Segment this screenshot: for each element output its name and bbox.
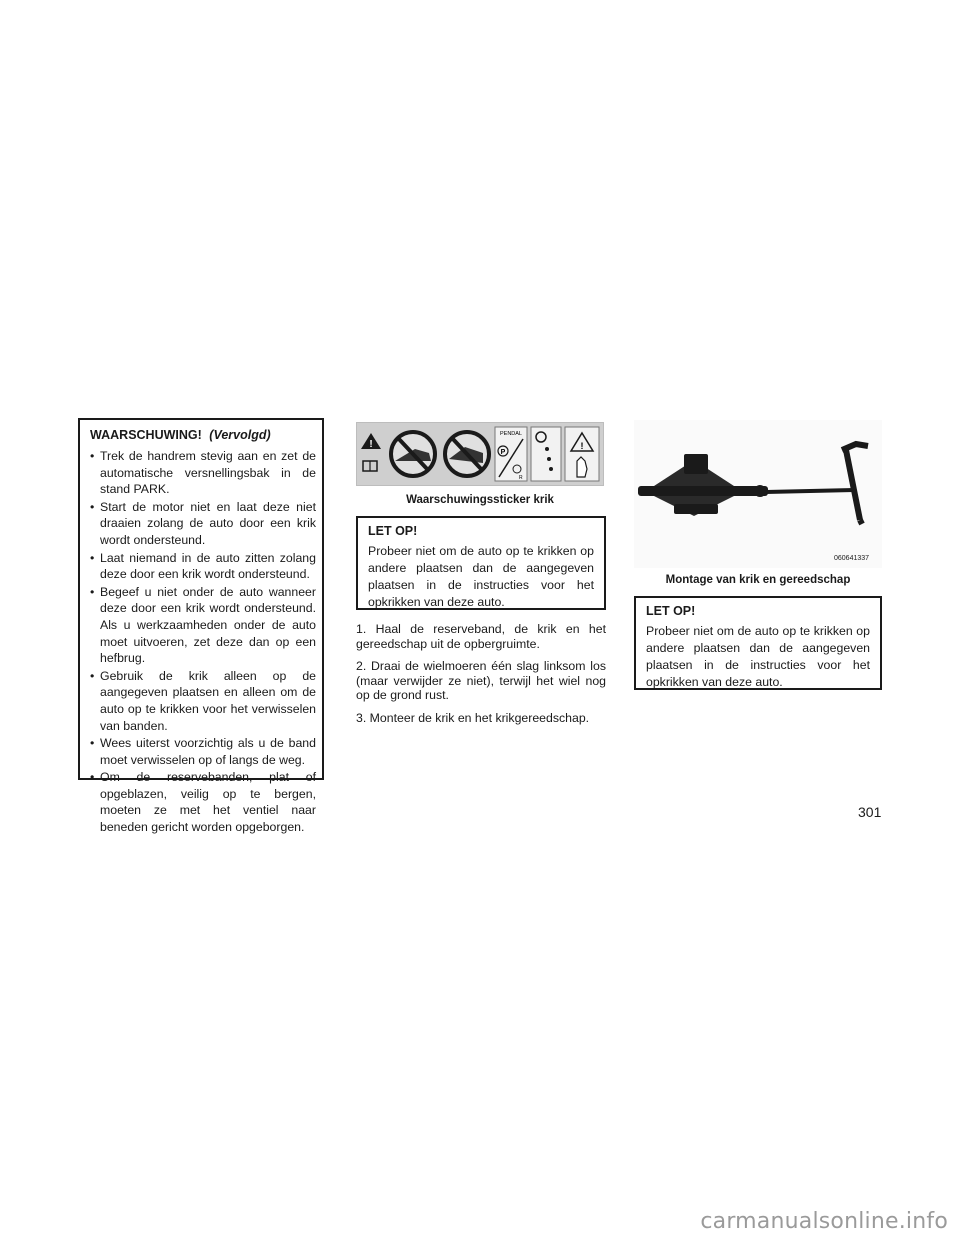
caution-title: LET OP! <box>646 604 696 618</box>
jack-warning-sticker <box>356 422 604 486</box>
image-code: 060641337 <box>834 555 870 562</box>
warning-item: • Om de reservebanden, plat of opgeblazen, veilig op te bergen, moeten ze met het ventiel naar beneden gericht worden opgeborgen. <box>88 769 316 835</box>
step-item: 1. Haal de reserveband, de krik en het gereedschap uit de opbergruimte. <box>356 622 606 651</box>
caution-text: Probeer niet om de auto op te krikken op andere plaatsen dan de aangegeven plaatsen in de instructies voor het opkrikken van deze auto. <box>368 544 594 609</box>
jack-point-icon <box>531 427 561 481</box>
warning-box <box>78 418 324 835</box>
warning-item: • Begeef u niet onder de auto wanneer deze door een krik wordt ondersteund. Als u werkzaamheden onder de auto moet uitvoeren, zet deze dan op een hefbrug. <box>88 584 316 667</box>
caution-title: LET OP! <box>368 524 418 538</box>
jack-caption: Montage van krik en gereedschap <box>665 574 851 586</box>
warning-heading <box>90 428 316 442</box>
warning-item: • Trek de handrem stevig aan en zet de automatische versnellingsbak in de stand PARK. <box>88 448 316 498</box>
warning-item: • Wees uiterst voorzichtig als u de band moet verwisselen op of langs de weg. <box>88 735 316 768</box>
sticker-graphic <box>357 423 603 485</box>
page-number: 301 <box>858 804 882 820</box>
caution-text: Probeer niet om de auto op te krikken op andere plaatsen dan de aangegeven plaatsen in de instructies voor het opkrikken van deze auto. <box>646 624 870 689</box>
prohibited-jack-icon <box>391 432 435 476</box>
caution-box-1 <box>356 516 606 610</box>
svg-text:!: ! <box>580 441 584 451</box>
prohibited-crawl-icon <box>445 432 489 476</box>
svg-text:R: R <box>519 475 523 481</box>
sticker-caption: Waarschuwingssticker krik <box>406 494 554 506</box>
warning-title: WAARSCHUWING! <box>90 428 202 442</box>
caution-box-2 <box>634 596 882 690</box>
steps-list <box>356 622 606 733</box>
warning-item: • Laat niemand in de auto zitten zolang deze door een krik wordt ondersteund. <box>88 550 316 583</box>
warning-continued: (Vervolgd) <box>209 428 271 442</box>
svg-text:PENDAL: PENDAL <box>499 431 523 437</box>
warning-list <box>88 448 316 836</box>
step-item: 2. Draai de wielmoeren één slag linksom los (maar verwijder ze niet), terwijl het wiel nog op de grond rust. <box>356 659 606 702</box>
watermark-link[interactable]: carmanualsonline.info <box>700 1209 948 1234</box>
step-item: 3. Monteer de krik en het krikgereedschap. <box>356 710 590 725</box>
hand-warning-icon <box>565 427 599 481</box>
warning-item: • Gebruik de krik alleen op de aangegeven plaatsen en alleen om de auto op te krikken voor het verwisselen van banden. <box>88 668 316 734</box>
park-gear-icon <box>495 427 527 481</box>
jack-tools-image <box>634 420 882 568</box>
svg-text:!: ! <box>369 439 373 450</box>
warning-item: • Start de motor niet en laat deze niet draaien zolang de auto door een krik wordt ondersteund. <box>88 499 316 549</box>
svg-text:P: P <box>500 449 506 456</box>
